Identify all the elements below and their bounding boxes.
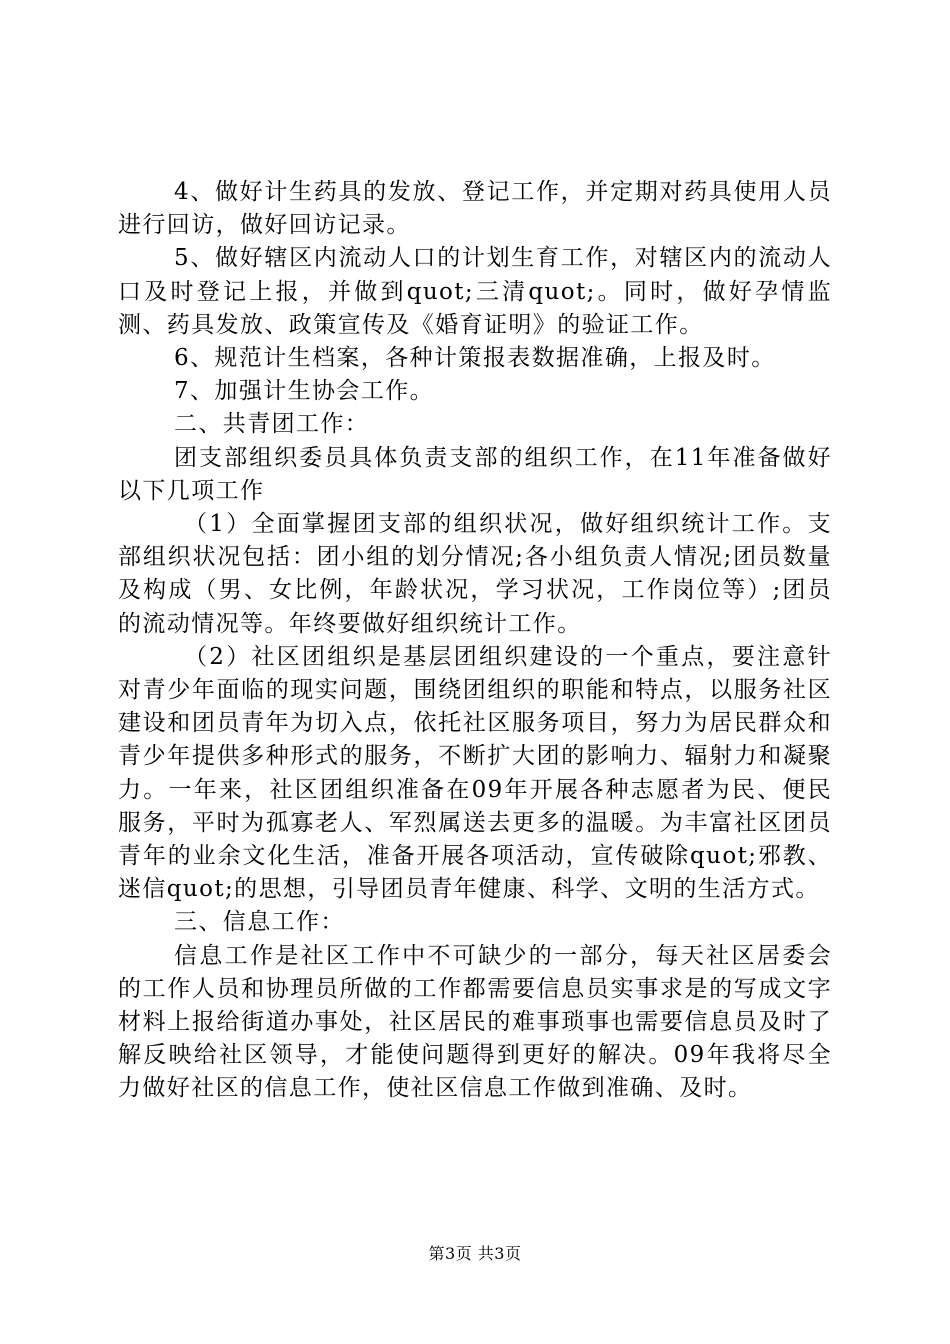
paragraph-league-item-2: （2）社区团组织是基层团组织建设的一个重点，要注意针对青少年面临的现实问题，围绕团组织的职能和特点，以服务社区建设和团员青年为切入点，依托社区服务项目，努力为居民群众和青少年提供多种形式的服务，不断扩大团的影响力、辐射力和凝聚力。一年来，社区团组织准备在09年开展各种志愿者为民、便民服务，平时为孤寡老人、军烈属送去更多的温暖。为丰富社区团员青年的业余文化生活，准备开展各项活动，宣传破除quot;邪教、迷信quot;的思想，引导团员青年健康、科学、文明的生活方式。 [118, 643, 832, 903]
section-heading-information: 三、信息工作： [174, 909, 345, 936]
page-footer: 第3页 共3页 [428, 1244, 522, 1263]
document-body [118, 176, 832, 1106]
paragraph-item-7: 7、加强计生协会工作。 [174, 378, 435, 405]
paragraph-information: 信息工作是社区工作中不可缺少的一部分，每天社区居委会的工作人员和协理员所做的工作都需要信息员实事求是的写成文字材料上报给街道办事处，社区居民的难事琐事也需要信息员及时了解反映给社区领导，才能使问题得到更好的解决。09年我将尽全力做好社区的信息工作，使社区信息工作做到准确、及时。 [118, 942, 832, 1102]
section-heading-youth-league: 二、共青团工作： [174, 411, 370, 438]
paragraph-item-5: 5、做好辖区内流动人口的计划生育工作，对辖区内的流动人口及时登记上报，并做到quot;三清quot;。同时，做好孕情监测、药具发放、政策宣传及《婚育证明》的验证工作。 [118, 245, 832, 338]
paragraph-item-4: 4、做好计生药具的发放、登记工作，并定期对药具使用人员进行回访，做好回访记录。 [118, 179, 832, 239]
paragraph-item-6: 6、规范计生档案，各种计策报表数据准确，上报及时。 [174, 345, 776, 372]
paragraph-league-item-1: （1）全面掌握团支部的组织状况，做好组织统计工作。支部组织状况包括：团小组的划分情况;各小组负责人情况;团员数量及构成（男、女比例，年龄状况，学习状况，工作岗位等）;团员的流动情况等。年终要做好组织统计工作。 [118, 511, 832, 637]
paragraph-league-intro: 团支部组织委员具体负责支部的组织工作，在11年准备做好以下几项工作 [118, 444, 832, 504]
